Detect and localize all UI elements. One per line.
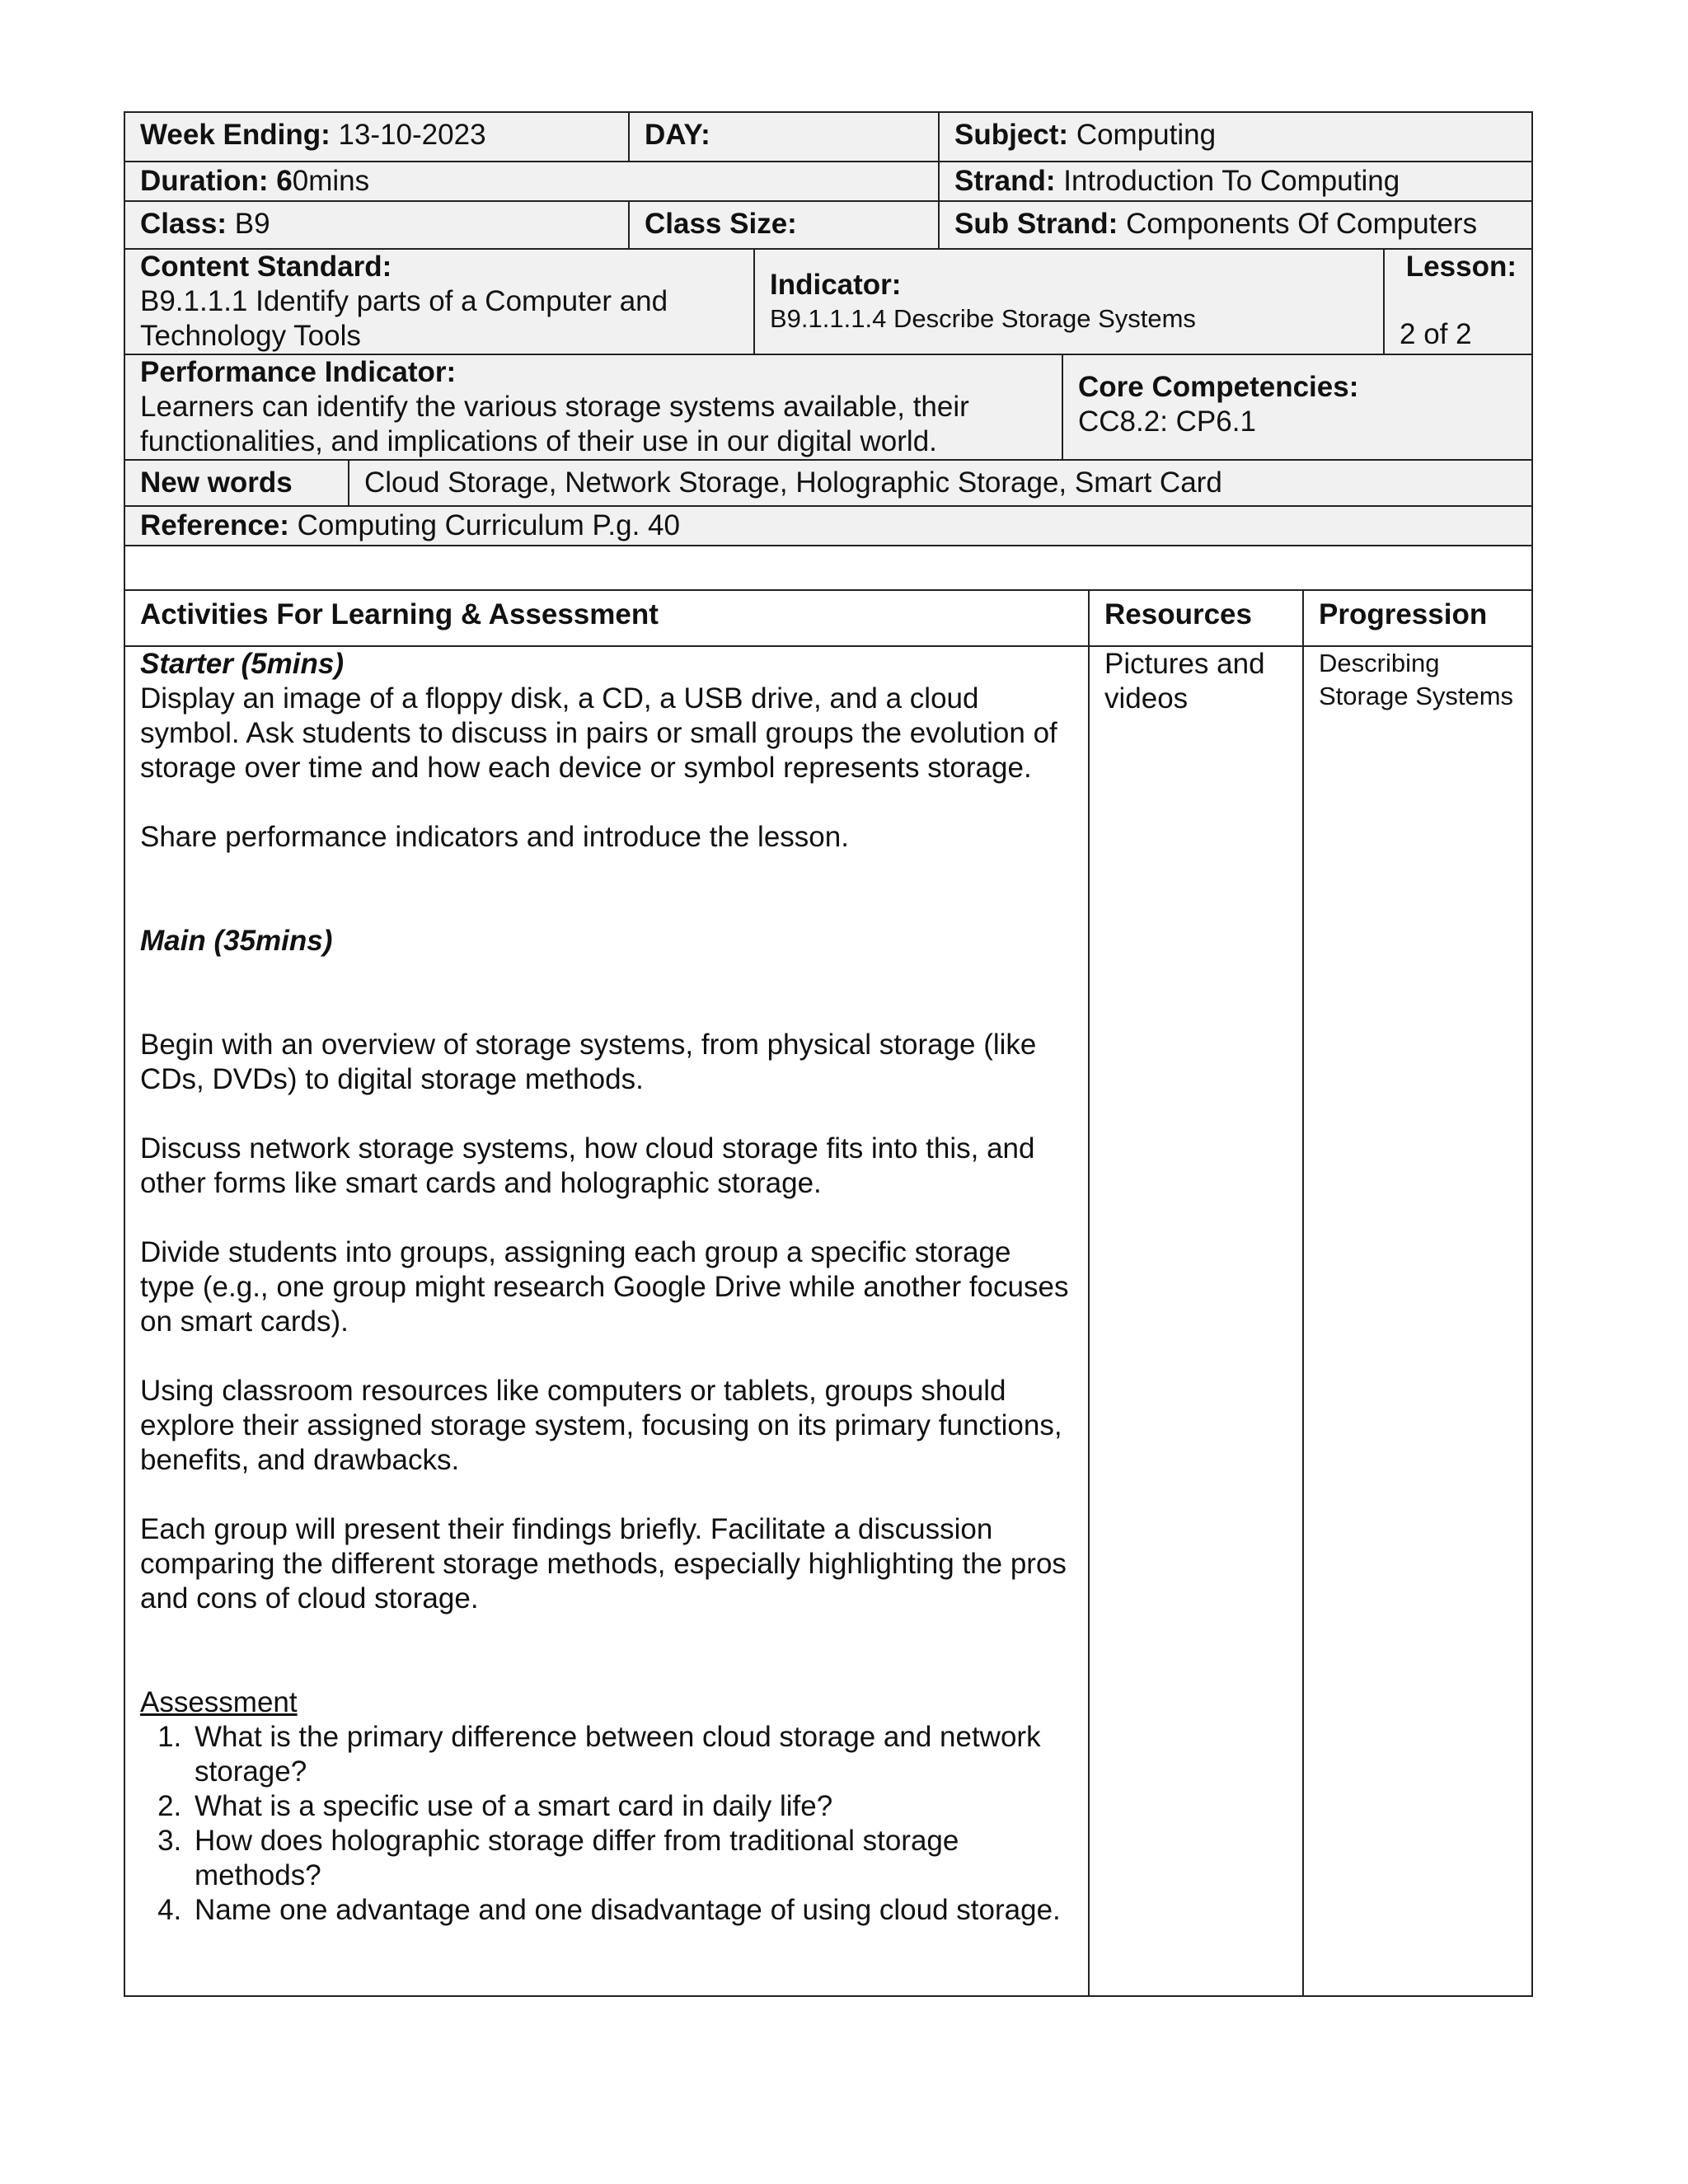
- reference-cell: [124, 505, 1533, 546]
- content-standard-text: B9.1.1.1 Identify parts of a Computer and Technology Tools: [140, 285, 668, 352]
- new-words-value-cell: [348, 459, 1533, 507]
- class-size-cell: [628, 200, 940, 250]
- duration-cell: [124, 161, 940, 202]
- week-ending-label: Week Ending:: [140, 119, 331, 151]
- subject-value: Computing: [1076, 119, 1217, 151]
- share-text: Share performance indicators and introduce the lesson.: [140, 821, 849, 853]
- assessment-question: 2. What is a specific use of a smart card in daily life?: [190, 1789, 1073, 1824]
- new-words-label-cell: [124, 459, 349, 507]
- week-ending-value: 13-10-2023: [338, 119, 486, 151]
- assessment-title: Assessment: [140, 1686, 298, 1718]
- class-label: Class:: [140, 208, 227, 240]
- day-cell: [628, 111, 940, 162]
- content-standard-label: Content Standard:: [140, 251, 392, 283]
- new-words-label: New words: [140, 466, 293, 499]
- sub-strand-cell: [938, 200, 1533, 250]
- activities-body-cell: [124, 645, 1090, 1997]
- lesson-label: Lesson:: [1405, 251, 1517, 283]
- indicator-cell: [753, 248, 1385, 355]
- main-paragraph: Begin with an overview of storage systems, from physical storage (like CDs, DVDs) to digital storage methods.: [140, 1029, 1037, 1095]
- progression-body-cell: [1302, 645, 1533, 1997]
- core-competencies-value: CC8.2: CP6.1: [1078, 405, 1256, 438]
- core-competencies-label: Core Competencies:: [1078, 371, 1359, 403]
- main-paragraph: Discuss network storage systems, how cloud storage fits into this, and other forms like smart cards and holographic storage.: [140, 1132, 1035, 1199]
- sub-strand-value: Components Of Computers: [1126, 208, 1478, 240]
- main-paragraph: Each group will present their findings briefly. Facilitate a discussion comparing the different storage methods, especially highlighting the pros and cons of cloud storage.: [140, 1513, 1067, 1615]
- main-paragraph: Divide students into groups, assigning each group a specific storage type (e.g., one group might research Google Drive while another focuses on smart cards).: [140, 1236, 1069, 1338]
- assessment-question: 1. What is the primary difference between cloud storage and network storage?: [190, 1720, 1073, 1789]
- progression-header: Progression: [1319, 598, 1488, 630]
- starter-text: Display an image of a floppy disk, a CD, a USB drive, and a cloud symbol. Ask students to discuss in pairs or small groups the evolution of storage over time and how each device or symbol represents storage.: [140, 682, 1057, 784]
- activities-header: Activities For Learning & Assessment: [140, 598, 659, 630]
- performance-indicator-label: Performance Indicator:: [140, 356, 457, 388]
- assessment-list: [140, 1720, 1073, 1928]
- day-label: DAY:: [645, 119, 710, 151]
- assessment-question: 3. How does holographic storage differ from traditional storage methods?: [190, 1824, 1073, 1893]
- subject-label: Subject:: [954, 119, 1069, 151]
- strand-value: Introduction To Computing: [1063, 165, 1400, 197]
- resources-header-cell: [1088, 589, 1304, 647]
- performance-indicator-text: Learners can identify the various storage systems available, their functionalities, and implications of their use in our digital world.: [140, 391, 969, 457]
- resources-text: Pictures and videos: [1104, 648, 1265, 715]
- indicator-text: B9.1.1.1.4 Describe Storage Systems: [770, 304, 1196, 333]
- sub-strand-label: Sub Strand:: [954, 208, 1118, 240]
- resources-header: Resources: [1104, 598, 1252, 630]
- reference-label: Reference:: [140, 509, 289, 541]
- main-paragraph: Using classroom resources like computers or tablets, groups should explore their assigned storage system, focusing on its primary functions, benefits, and drawbacks.: [140, 1375, 1062, 1476]
- lesson-cell: [1383, 248, 1533, 355]
- reference-value: Computing Curriculum P.g. 40: [297, 509, 680, 541]
- main-title: Main (35mins): [140, 925, 333, 957]
- subject-cell: [938, 111, 1533, 162]
- indicator-label: Indicator:: [770, 269, 902, 301]
- spacer-row: [124, 545, 1533, 591]
- strand-cell: [938, 161, 1533, 202]
- performance-indicator-cell: [124, 354, 1063, 461]
- class-size-label: Class Size:: [645, 208, 797, 240]
- new-words-value: Cloud Storage, Network Storage, Holographic Storage, Smart Card: [364, 466, 1222, 499]
- strand-label: Strand:: [954, 165, 1056, 197]
- duration-label: Duration:: [140, 165, 269, 197]
- activities-header-cell: [124, 589, 1090, 647]
- lesson-value: 2 of 2: [1400, 318, 1472, 350]
- duration-value-bold: 6: [276, 165, 293, 197]
- progression-text: Describing Storage Systems: [1319, 649, 1514, 710]
- core-competencies-cell: [1062, 354, 1533, 461]
- class-cell: [124, 200, 630, 250]
- starter-title: Starter (5mins): [140, 648, 345, 680]
- week-ending-cell: [124, 111, 630, 162]
- resources-body-cell: [1088, 645, 1304, 1997]
- assessment-question: 4. Name one advantage and one disadvantage of using cloud storage.: [190, 1893, 1073, 1928]
- class-value: B9: [234, 208, 270, 240]
- progression-header-cell: [1302, 589, 1533, 647]
- content-standard-cell: [124, 248, 755, 355]
- duration-value-rest: 0mins: [292, 165, 370, 197]
